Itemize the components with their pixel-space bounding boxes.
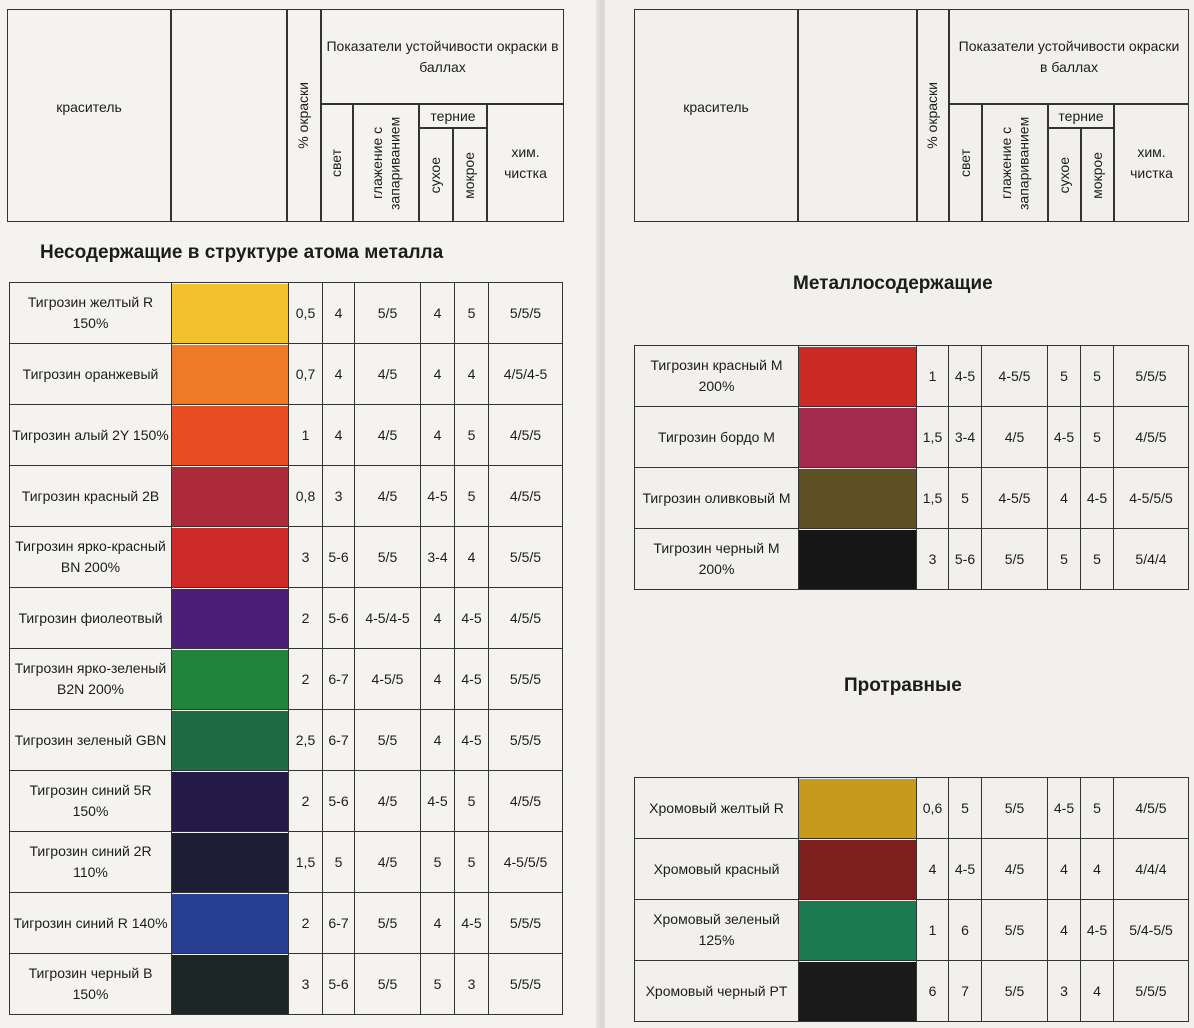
mordant-section-title: Протравные <box>844 675 962 696</box>
header-rubbing-label: терние <box>430 107 476 124</box>
table-row <box>10 832 563 893</box>
table-row <box>635 839 1189 900</box>
header-resistance-label: Показатели устойчивости окраски в баллах <box>326 37 559 75</box>
header-light-label: свет <box>956 148 973 177</box>
header-chem-cell <box>1114 104 1189 222</box>
header-dye-label: краситель <box>56 99 122 115</box>
cell-wet: 4 <box>1081 839 1114 900</box>
dye-name: Хромовый черный PT <box>635 961 799 1022</box>
table-row <box>10 893 563 954</box>
dye-name: Тигрозин красный М 200% <box>635 346 799 407</box>
color-swatch <box>172 771 289 832</box>
swatch-fill <box>799 901 916 960</box>
cell-chem: 4/5/5 <box>1114 407 1189 468</box>
cell-chem: 5/5/5 <box>1114 346 1189 407</box>
cell-wet: 5 <box>1081 529 1114 590</box>
dye-name: Хромовый красный <box>635 839 799 900</box>
cell-iron: 4-5/4-5 <box>355 588 421 649</box>
cell-dry: 4 <box>421 405 455 466</box>
left-header-table <box>7 9 564 222</box>
header-percent-label: % окраски <box>924 82 941 149</box>
swatch-fill <box>799 530 916 589</box>
color-swatch <box>799 778 917 839</box>
swatch-fill <box>172 589 288 648</box>
table-row <box>635 468 1189 529</box>
cell-pct: 1 <box>289 405 323 466</box>
cell-iron: 5/5 <box>982 529 1048 590</box>
table-row <box>10 588 563 649</box>
cell-pct: 3 <box>289 527 323 588</box>
cell-dry: 5 <box>421 832 455 893</box>
cell-dry: 4 <box>1048 900 1081 961</box>
cell-light: 7 <box>949 961 982 1022</box>
header-light-cell <box>949 104 982 222</box>
header-resistance-cell <box>321 9 564 104</box>
cell-chem: 5/5/5 <box>489 283 563 344</box>
cell-light: 4 <box>323 283 355 344</box>
header-ironing-label: глажение с запариванием <box>368 116 402 210</box>
dye-name: Тигрозин оливковый М <box>635 468 799 529</box>
cell-chem: 4/5/5 <box>489 771 563 832</box>
table-row <box>10 466 563 527</box>
cell-dry: 4-5 <box>421 466 455 527</box>
cell-chem: 5/5/5 <box>489 710 563 771</box>
swatch-fill <box>172 833 288 892</box>
dye-name: Тигрозин ярко-красный BN 200% <box>10 527 172 588</box>
cell-wet: 4-5 <box>455 649 489 710</box>
header-dry-label: сухое <box>1055 156 1072 194</box>
cell-chem: 4/5/4-5 <box>489 344 563 405</box>
cell-iron: 5/5 <box>355 893 421 954</box>
header-rubbing-cell <box>419 104 487 128</box>
cell-iron: 5/5 <box>982 900 1048 961</box>
dye-name: Тигрозин бордо М <box>635 407 799 468</box>
header-ironing-label: глажение с запариванием <box>997 116 1031 210</box>
cell-iron: 4/5 <box>355 405 421 466</box>
header-rubbing-label: терние <box>1058 107 1104 124</box>
cell-wet: 5 <box>1081 778 1114 839</box>
cell-light: 4 <box>323 405 355 466</box>
color-swatch <box>799 407 917 468</box>
cell-pct: 2 <box>289 771 323 832</box>
table-row <box>10 527 563 588</box>
cell-wet: 5 <box>1081 407 1114 468</box>
cell-light: 5-6 <box>949 529 982 590</box>
cell-iron: 4/5 <box>355 771 421 832</box>
cell-chem: 5/4-5/5 <box>1114 900 1189 961</box>
dye-name: Тигрозин черный B 150% <box>10 954 172 1015</box>
swatch-fill <box>172 711 288 770</box>
cell-dry: 5 <box>1048 346 1081 407</box>
cell-light: 5 <box>949 468 982 529</box>
cell-wet: 4-5 <box>1081 468 1114 529</box>
header-dye-label: краситель <box>683 99 749 115</box>
header-light-label: свет <box>328 148 345 177</box>
cell-pct: 0,5 <box>289 283 323 344</box>
dye-name: Хромовый желтый R <box>635 778 799 839</box>
cell-light: 5-6 <box>323 954 355 1015</box>
cell-wet: 5 <box>455 283 489 344</box>
cell-dry: 4 <box>1048 839 1081 900</box>
cell-dry: 4-5 <box>421 771 455 832</box>
dye-name: Тигрозин черный М 200% <box>635 529 799 590</box>
cell-iron: 4/5 <box>355 344 421 405</box>
swatch-fill <box>172 284 288 343</box>
header-wet-label: мокрое <box>461 151 478 199</box>
metal-dye-table <box>634 345 1189 590</box>
color-swatch <box>799 961 917 1022</box>
cell-light: 6-7 <box>323 710 355 771</box>
table-row <box>635 900 1189 961</box>
cell-dry: 4 <box>421 588 455 649</box>
cell-pct: 1 <box>917 346 949 407</box>
color-swatch <box>799 839 917 900</box>
swatch-fill <box>799 408 916 467</box>
dye-name: Тигрозин алый 2Y 150% <box>10 405 172 466</box>
cell-light: 3 <box>323 466 355 527</box>
cell-dry: 4 <box>1048 468 1081 529</box>
cell-dry: 3 <box>1048 961 1081 1022</box>
header-blank-cell <box>171 9 287 222</box>
cell-iron: 4-5/5 <box>355 649 421 710</box>
cell-chem: 4-5/5/5 <box>1114 468 1189 529</box>
table-row <box>635 778 1189 839</box>
right-header-table <box>634 9 1189 222</box>
color-swatch <box>172 466 289 527</box>
swatch-fill <box>172 467 288 526</box>
color-swatch <box>172 283 289 344</box>
swatch-fill <box>172 894 288 953</box>
cell-wet: 4 <box>1081 961 1114 1022</box>
swatch-fill <box>799 469 916 528</box>
cell-pct: 1,5 <box>917 407 949 468</box>
cell-wet: 5 <box>455 832 489 893</box>
color-swatch <box>172 344 289 405</box>
header-ironing-cell <box>982 104 1048 222</box>
cell-pct: 2,5 <box>289 710 323 771</box>
header-wet-label: мокрое <box>1088 151 1105 199</box>
cell-light: 3-4 <box>949 407 982 468</box>
dye-name: Тигрозин синий 5R 150% <box>10 771 172 832</box>
header-dry-cell <box>1048 128 1081 222</box>
cell-iron: 5/5 <box>355 283 421 344</box>
cell-pct: 3 <box>917 529 949 590</box>
header-dye-cell <box>7 9 171 222</box>
metal-section-title: Металлосодержащие <box>793 273 993 294</box>
cell-pct: 3 <box>289 954 323 1015</box>
header-chem-cell <box>487 104 564 222</box>
cell-chem: 4/5/5 <box>489 588 563 649</box>
cell-light: 5 <box>949 778 982 839</box>
table-row <box>10 954 563 1015</box>
cell-dry: 4 <box>421 283 455 344</box>
cell-chem: 5/5/5 <box>489 527 563 588</box>
cell-pct: 2 <box>289 588 323 649</box>
table-row <box>10 649 563 710</box>
dye-name: Тигрозин фиолеотвый <box>10 588 172 649</box>
header-chem-label: хим. чистка <box>1130 144 1173 181</box>
cell-light: 5-6 <box>323 771 355 832</box>
swatch-fill <box>172 772 288 831</box>
cell-chem: 5/5/5 <box>489 893 563 954</box>
header-chem-label: хим. чистка <box>504 144 547 181</box>
cell-iron: 4/5 <box>982 407 1048 468</box>
cell-iron: 4-5/5 <box>982 468 1048 529</box>
swatch-fill <box>172 528 288 587</box>
header-resistance-label: Показатели устойчивости окраски в баллах <box>958 37 1180 75</box>
table-row <box>635 407 1189 468</box>
dye-name: Тигрозин ярко-зеленый B2N 200% <box>10 649 172 710</box>
cell-chem: 5/4/4 <box>1114 529 1189 590</box>
table-row <box>10 344 563 405</box>
cell-light: 4-5 <box>949 346 982 407</box>
cell-dry: 5 <box>1048 529 1081 590</box>
color-swatch <box>172 710 289 771</box>
dye-name: Хромовый зеленый 125% <box>635 900 799 961</box>
cell-wet: 5 <box>455 405 489 466</box>
cell-wet: 4-5 <box>455 710 489 771</box>
dye-name: Тигрозин оранжевый <box>10 344 172 405</box>
header-resistance-cell <box>949 9 1189 104</box>
swatch-fill <box>799 779 916 838</box>
cell-wet: 4-5 <box>455 893 489 954</box>
cell-wet: 5 <box>455 466 489 527</box>
cell-light: 6-7 <box>323 893 355 954</box>
cell-chem: 5/5/5 <box>489 954 563 1015</box>
cell-dry: 4 <box>421 344 455 405</box>
color-swatch <box>172 588 289 649</box>
cell-chem: 5/5/5 <box>1114 961 1189 1022</box>
cell-dry: 4 <box>421 893 455 954</box>
cell-dry: 4-5 <box>1048 778 1081 839</box>
dye-name: Тигрозин синий R 140% <box>10 893 172 954</box>
cell-chem: 4-5/5/5 <box>489 832 563 893</box>
dye-name: Тигрозин синий 2R 110% <box>10 832 172 893</box>
header-dry-cell <box>419 128 453 222</box>
cell-wet: 5 <box>1081 346 1114 407</box>
cell-chem: 4/5/5 <box>489 405 563 466</box>
color-swatch <box>799 529 917 590</box>
cell-pct: 1 <box>917 900 949 961</box>
header-blank-cell <box>798 9 917 222</box>
cell-light: 6-7 <box>323 649 355 710</box>
cell-wet: 4 <box>455 344 489 405</box>
cell-dry: 4 <box>421 649 455 710</box>
header-dye-cell <box>634 9 798 222</box>
cell-dry: 3-4 <box>421 527 455 588</box>
color-swatch <box>172 527 289 588</box>
color-swatch <box>799 900 917 961</box>
cell-iron: 5/5 <box>355 954 421 1015</box>
header-percent-label: % окраски <box>295 82 312 149</box>
swatch-fill <box>799 840 916 899</box>
table-row <box>10 771 563 832</box>
color-swatch <box>172 893 289 954</box>
color-swatch <box>799 468 917 529</box>
cell-chem: 4/4/4 <box>1114 839 1189 900</box>
cell-dry: 4 <box>421 710 455 771</box>
header-dry-label: сухое <box>427 156 444 194</box>
table-row <box>10 405 563 466</box>
cell-pct: 4 <box>917 839 949 900</box>
table-row <box>635 961 1189 1022</box>
cell-pct: 0,6 <box>917 778 949 839</box>
cell-light: 5-6 <box>323 527 355 588</box>
cell-light: 4 <box>323 344 355 405</box>
left-section-title: Несодержащие в структуре атома металла <box>40 242 444 263</box>
cell-pct: 2 <box>289 649 323 710</box>
table-row <box>635 529 1189 590</box>
swatch-fill <box>799 347 916 406</box>
color-swatch <box>172 954 289 1015</box>
header-rubbing-cell <box>1048 104 1114 128</box>
cell-chem: 4/5/5 <box>1114 778 1189 839</box>
cell-iron: 5/5 <box>982 778 1048 839</box>
header-percent-cell <box>287 9 321 222</box>
header-ironing-cell <box>353 104 419 222</box>
mordant-dye-table <box>634 777 1189 1022</box>
color-swatch <box>172 649 289 710</box>
cell-pct: 2 <box>289 893 323 954</box>
cell-iron: 5/5 <box>355 710 421 771</box>
cell-light: 5 <box>323 832 355 893</box>
cell-wet: 5 <box>455 771 489 832</box>
header-wet-cell <box>1081 128 1114 222</box>
cell-iron: 4/5 <box>982 839 1048 900</box>
cell-pct: 0,8 <box>289 466 323 527</box>
cell-iron: 4/5 <box>355 466 421 527</box>
cell-pct: 1,5 <box>289 832 323 893</box>
table-row <box>635 346 1189 407</box>
cell-dry: 4-5 <box>1048 407 1081 468</box>
swatch-fill <box>172 406 288 465</box>
cell-light: 5-6 <box>323 588 355 649</box>
cell-pct: 6 <box>917 961 949 1022</box>
swatch-fill <box>172 345 288 404</box>
cell-iron: 5/5 <box>982 961 1048 1022</box>
cell-wet: 3 <box>455 954 489 1015</box>
cell-chem: 4/5/5 <box>489 466 563 527</box>
table-row <box>10 283 563 344</box>
cell-iron: 4-5/5 <box>982 346 1048 407</box>
cell-pct: 0,7 <box>289 344 323 405</box>
cell-iron: 4/5 <box>355 832 421 893</box>
cell-light: 6 <box>949 900 982 961</box>
color-swatch <box>799 346 917 407</box>
dye-name: Тигрозин зеленый GBN <box>10 710 172 771</box>
cell-iron: 5/5 <box>355 527 421 588</box>
color-swatch <box>172 405 289 466</box>
cell-dry: 5 <box>421 954 455 1015</box>
cell-wet: 4-5 <box>1081 900 1114 961</box>
dye-name: Тигрозин красный 2B <box>10 466 172 527</box>
cell-light: 4-5 <box>949 839 982 900</box>
cell-pct: 1,5 <box>917 468 949 529</box>
cell-wet: 4 <box>455 527 489 588</box>
table-row <box>10 710 563 771</box>
swatch-fill <box>172 955 288 1014</box>
header-light-cell <box>321 104 353 222</box>
swatch-fill <box>799 962 916 1021</box>
dye-name: Тигрозин желтый R 150% <box>10 283 172 344</box>
left-dye-table <box>9 282 563 1015</box>
swatch-fill <box>172 650 288 709</box>
header-percent-cell <box>917 9 949 222</box>
cell-chem: 5/5/5 <box>489 649 563 710</box>
cell-wet: 4-5 <box>455 588 489 649</box>
header-wet-cell <box>453 128 487 222</box>
color-swatch <box>172 832 289 893</box>
